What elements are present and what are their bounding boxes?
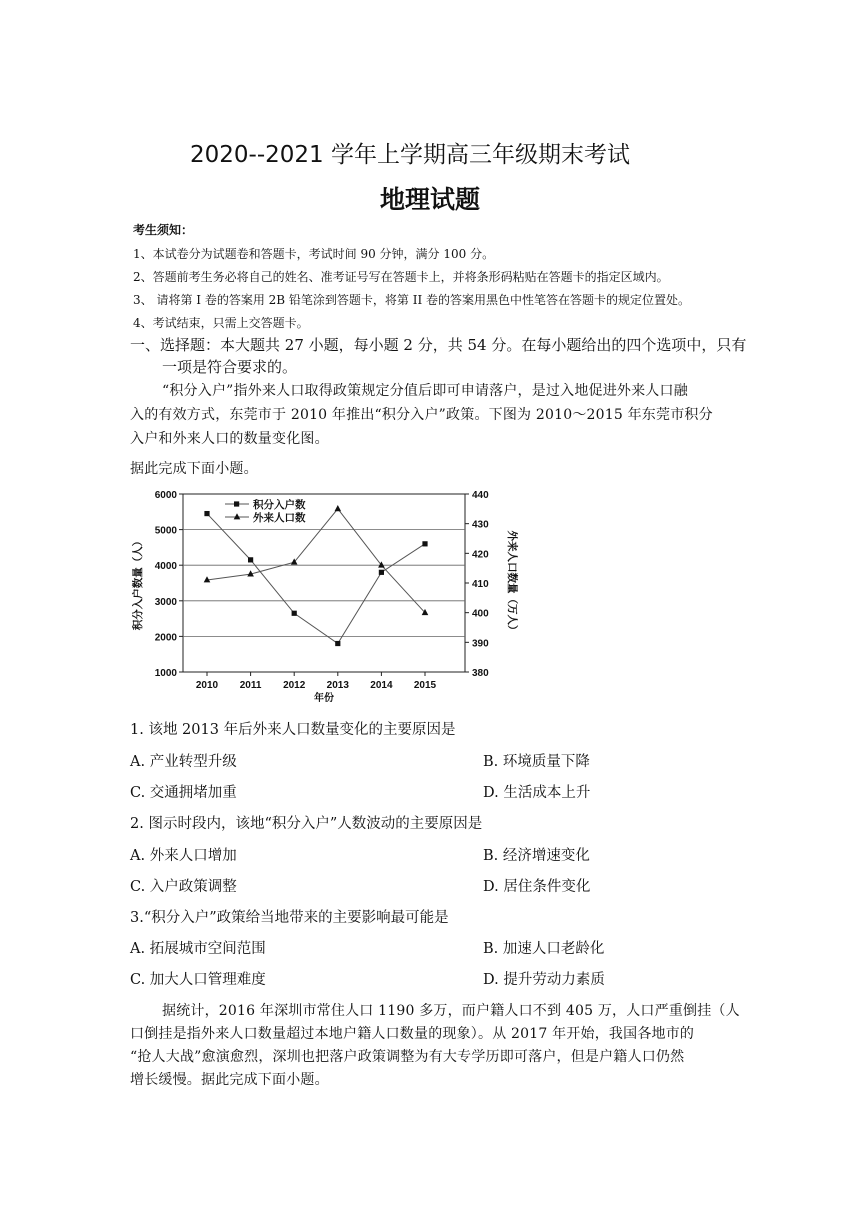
question-stem: 2. 图示时段内，该地“积分入户”人数波动的主要原因是	[130, 816, 483, 832]
series-point-square	[335, 641, 340, 646]
x-tick-label: 2010	[195, 680, 219, 691]
passage-instruction: 据此完成下面小题。	[130, 461, 258, 477]
notice-item: 1、本试卷分为试题卷和答题卡，考试时间 90 分钟，满分 100 分。	[133, 247, 495, 261]
option-b: B. 经济增速变化	[483, 848, 590, 864]
left-tick-label: 5000	[154, 525, 177, 537]
left-tick-label: 1000	[154, 668, 177, 679]
series-line-2	[207, 509, 425, 613]
x-axis-title: 年份	[314, 693, 334, 704]
right-tick-label: 390	[472, 638, 489, 650]
section-heading-cont: 一项是符合要求的。	[162, 358, 298, 376]
right-tick-label: 410	[472, 579, 489, 590]
left-tick-label: 3000	[154, 596, 177, 608]
option-b: B. 加速人口老龄化	[483, 941, 605, 957]
series-point-square	[248, 557, 253, 562]
option-a: A. 拓展城市空间范围	[130, 941, 266, 957]
notice-item: 2、答题前考生务必将自己的姓名、准考证号写在答题卡上，并将条形码粘贴在答题卡的指定区域内。	[133, 270, 669, 284]
left-tick-label: 4000	[154, 561, 177, 573]
left-tick-label: 6000	[154, 490, 177, 501]
option-d: D. 提升劳动力素质	[483, 972, 605, 988]
passage-line: 口倒挂是指外来人口数量超过本地户籍人口数量的现象）。从 2017 年开始，我国各地市的	[130, 1026, 695, 1042]
passage-line: “抢人大战”愈演愈烈，深圳也把落户政策调整为有大专学历即可落户，但是户籍人口仍然	[130, 1049, 685, 1065]
left-tick-label: 2000	[154, 632, 177, 644]
legend-marker-triangle	[234, 513, 241, 519]
notice-item: 3、 请将第 I 卷的答案用 2B 铅笔涂到答题卡，将第 II 卷的答案用黑色中性笔答在答题卡的规定位置处。	[133, 293, 691, 307]
option-a: A. 产业转型升级	[130, 754, 237, 770]
x-tick-label: 2015	[413, 680, 437, 691]
right-tick-label: 440	[472, 490, 489, 501]
option-d: D. 居住条件变化	[483, 879, 591, 895]
series-point-square	[204, 511, 209, 516]
series-point-square	[379, 570, 384, 575]
x-tick-label: 2014	[370, 680, 393, 691]
question-stem: 3.“积分入户”政策给当地带来的主要影响最可能是	[130, 910, 449, 926]
exam-subtitle: 地理试题	[379, 185, 480, 214]
plot-frame	[183, 494, 465, 672]
series-line-1	[207, 514, 425, 644]
question-stem: 1. 该地 2013 年后外来人口数量变化的主要原因是	[130, 722, 456, 738]
legend-label: 外来人口数	[253, 512, 306, 524]
series-point-square	[292, 611, 297, 616]
section-heading: 一、选择题：本大题共 27 小题，每小题 2 分，共 54 分。在每小题给出的四个选项中，只有	[130, 336, 747, 354]
left-axis-title: 积分入户数量（人）	[132, 535, 144, 631]
passage-line: 入户和外来人口的数量变化图。	[130, 431, 329, 447]
option-c: C. 加大人口管理难度	[130, 972, 266, 988]
notice-item: 4、考试结束，只需上交答题卡。	[133, 316, 309, 330]
right-axis-title: 外来人口数量（万人）	[506, 530, 518, 636]
passage-line: 据统计，2016 年深圳市常住人口 1190 多万，而户籍人口不到 405 万，人口严重倒挂（人	[162, 1003, 740, 1019]
option-d: D. 生活成本上升	[483, 785, 591, 801]
option-c: C. 交通拥堵加重	[130, 785, 237, 801]
legend-label: 积分入户数	[253, 499, 306, 511]
population-chart	[125, 480, 535, 710]
exam-title: 2020--2021 学年上学期高三年级期末考试	[190, 142, 630, 168]
x-tick-label: 2011	[239, 680, 262, 691]
passage-line: “积分入户”指外来人口取得政策规定分值后即可申请落户，是过入地促进外来人口融	[162, 383, 688, 399]
x-tick-label: 2013	[326, 680, 349, 691]
right-tick-label: 400	[472, 608, 489, 620]
right-tick-label: 420	[472, 549, 489, 561]
series-point-triangle	[335, 505, 342, 511]
x-tick-label: 2012	[283, 680, 306, 691]
notice-heading: 考生须知：	[133, 223, 194, 237]
right-tick-label: 430	[472, 519, 489, 531]
legend-marker-square	[234, 501, 239, 506]
series-point-square	[422, 541, 427, 546]
right-tick-label: 380	[472, 668, 489, 679]
option-b: B. 环境质量下降	[483, 754, 590, 770]
passage-line: 增长缓慢。据此完成下面小题。	[130, 1072, 329, 1088]
option-c: C. 入户政策调整	[130, 879, 237, 895]
passage-line: 入的有效方式，东莞市于 2010 年推出“积分入户”政策。下图为 2010～2015 年东莞市积分	[130, 407, 713, 423]
option-a: A. 外来人口增加	[130, 848, 237, 864]
